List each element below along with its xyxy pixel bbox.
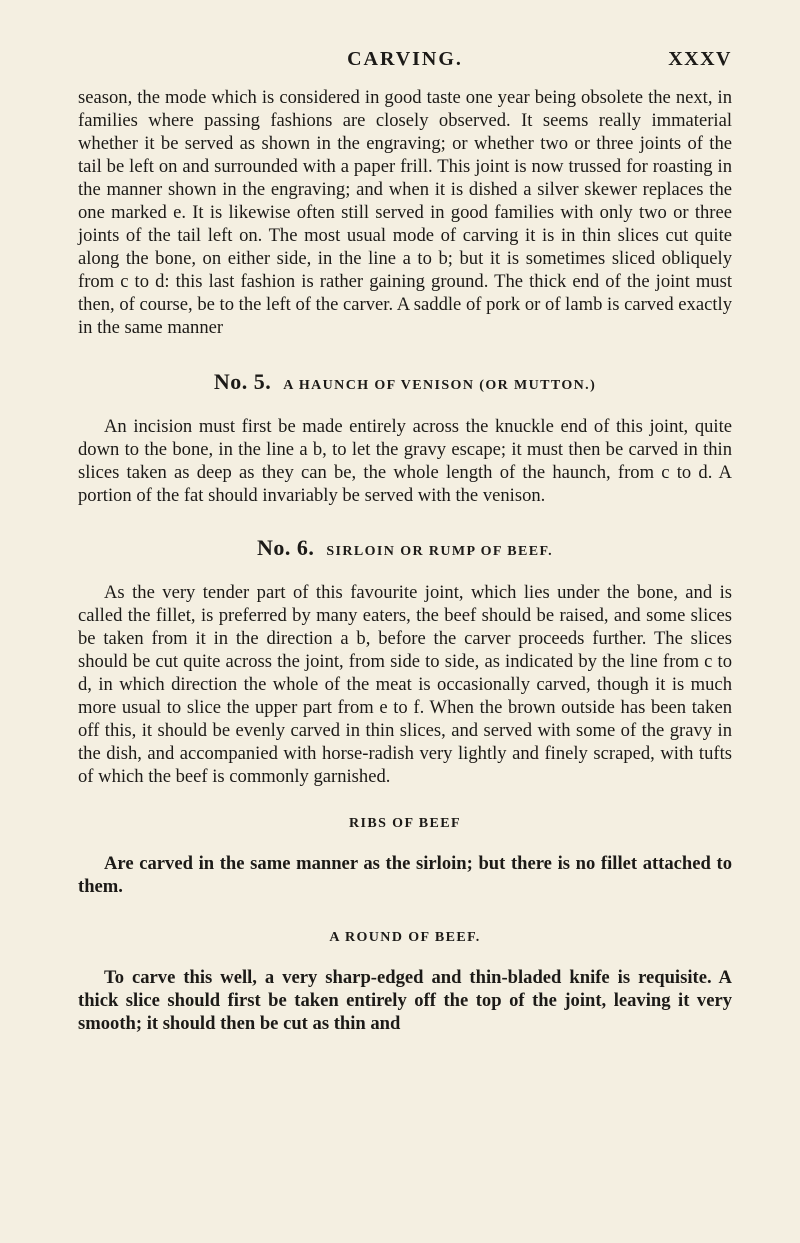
section-number-no6: No. 6. xyxy=(256,535,315,560)
page-number: XXXV xyxy=(668,48,732,70)
section-title-no5: A HAUNCH OF VENISON (OR MUTTON.) xyxy=(283,378,597,393)
section-heading-no6 xyxy=(78,535,732,561)
intro-paragraph: season, the mode which is considered in good taste one year being obsolete the next, in families where passing fashions are closely observed. It seems really immaterial whether it be served as shown in the engraving; or whether two or three joints of the tail be left on and surrounded with a paper frill. This joint is now trussed for roasting in the manner shown in the engraving; and when it is dished a silver skewer replaces the one marked e. It is likewise often still served in good families with only two or three joints of the tail left on. The most usual mode of carving it is in thin slices cut quite along the bone, on either side, in the line a to b; but it is sometimes sliced obliquely from c to d: this last fashion is rather gaining ground. The thick end of the joint must then, of course, be to the left of the carver. A saddle of pork or of lamb is carved exactly in the same manner xyxy=(78,87,732,338)
section-heading-no5 xyxy=(78,369,732,395)
section-heading-round: A ROUND OF BEEF. xyxy=(329,930,481,945)
section-number-no5: No. 5. xyxy=(213,369,272,394)
section-heading-ribs: RIBS OF BEEF xyxy=(349,816,461,831)
section-title-no6: SIRLOIN OR RUMP OF BEEF. xyxy=(326,544,554,559)
paragraph-no5: An incision must first be made entirely across the knuckle end of this joint, quite down to the bone, in the line a b, to let the gravy escape; it must then be carved in thin slices taken as deep as they can be, the whole length of the haunch, from c to d. A portion of the fat should invariably be served with the venison. xyxy=(78,416,732,506)
paragraph-no6: As the very tender part of this favourite joint, which lies under the bone, and is called the fillet, is preferred by many eaters, the beef should be raised, and some slices be taken from it in the direction a b, before the carver proceeds further. The slices should be cut quite across the joint, from side to side, as indicated by the line from c to d, in which direction the whole of the meat is occasionally carved, though it is much more usual to slice the upper part from e to f. When the brown outside has been taken off this, it should be evenly carved in thin slices, and served with some of the gravy in the dish, and accompanied with horse-radish very lightly and finely scraped, with tufts of which the beef is commonly garnished. xyxy=(78,582,732,787)
paragraph-round: To carve this well, a very sharp-edged and thin-bladed knife is requisite. A thick slice should first be taken entirely off the top of the joint, leaving it very smooth; it should then be cut as thin and xyxy=(78,967,732,1034)
running-title: CARVING. xyxy=(347,48,463,70)
running-head xyxy=(78,0,732,78)
paragraph-ribs: Are carved in the same manner as the sirloin; but there is no fillet attached to them. xyxy=(78,853,732,897)
